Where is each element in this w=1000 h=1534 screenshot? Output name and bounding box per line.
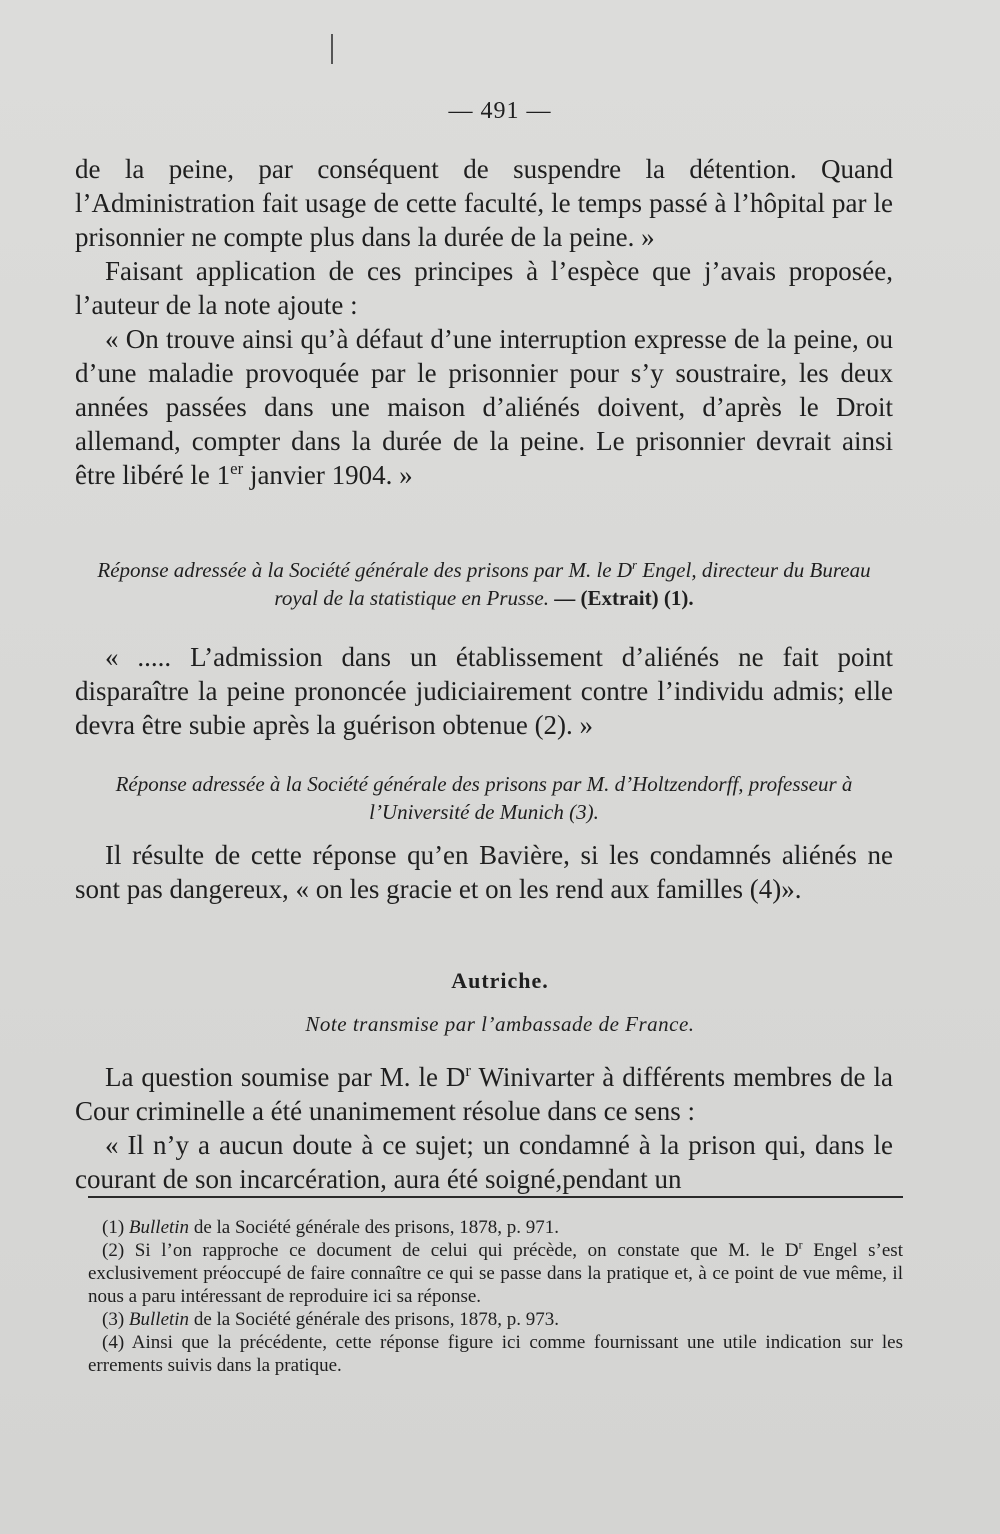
section-title: Autriche. <box>451 968 549 993</box>
paragraph-3 <box>75 322 893 492</box>
heading-engel-extract: — (Extrait) (1). <box>548 586 694 610</box>
heading-engel-text: Réponse adressée à la Société générale des prisons par M. le D <box>97 558 633 582</box>
footnote-4: (4) Ainsi que la précédente, cette réponse figure ici comme fournissant une utile indication sur les errements suivis dans la pratique. <box>88 1332 903 1376</box>
paragraph-6 <box>75 1060 893 1128</box>
paragraph-3-text: « On trouve ainsi qu’à défaut d’une interruption expresse de la peine, ou d’une maladie provoquée par le prisonnier pour s’y soustraire, les deux années passées dans une maison d’aliénés doivent, d’après le Droit allemand, compter dans la durée de la peine. Le prisonnier devrait ainsi être libéré le 1 <box>75 324 893 490</box>
paragraph-6-sup: r <box>465 1061 471 1080</box>
paragraph-3-sup: er <box>230 459 244 478</box>
footnote-1 <box>88 1216 903 1239</box>
paragraph-7: « Il n’y a aucun doute à ce sujet; un condamné à la prison qui, dans le courant de son incarcération, aura été soigné,pendant un <box>75 1130 893 1194</box>
heading-holtzendorff: Réponse adressée à la Société générale des prisons par M. d’Holtzendorff, professeur à l’Université de Munich (3). <box>115 772 853 824</box>
footnote-divider <box>88 1196 903 1198</box>
footnote-1-text: de la Société générale des prisons, 1878, p. 971. <box>189 1217 559 1238</box>
footnote-3 <box>88 1308 903 1331</box>
body-block-2 <box>75 640 893 742</box>
footnote-2-text: (2) Si l’on rapproche ce document de celui qui précède, on constate que M. le D <box>102 1240 799 1261</box>
footnote-1-num: (1) <box>102 1217 129 1238</box>
footnote-3-num: (3) <box>102 1309 129 1330</box>
section-subtitle: Note transmise par l’ambassade de France. <box>305 1012 695 1036</box>
heading-engel <box>75 556 893 612</box>
paragraph-6-end: Winivarter à différents membres de la Cour criminelle a été unanimement résolue dans ce sens : <box>75 1062 893 1126</box>
paragraph-2: Faisant application de ces principes à l’espèce que j’avais proposée, l’auteur de la note ajoute : <box>75 256 893 320</box>
margin-mark <box>331 34 333 64</box>
footnote-2-end: Engel s’est exclusivement préoccupé de faire connaître ce qui se passe dans la pratique et, à ce point de vue même, il nous a paru intéressant de reproduire ici sa réponse. <box>88 1240 903 1307</box>
footnote-3-text: de la Société générale des prisons, 1878, p. 973. <box>189 1309 559 1330</box>
footnotes <box>88 1216 903 1377</box>
body-block-3 <box>75 838 893 906</box>
paragraph-5: Il résulte de cette réponse qu’en Bavière, si les condamnés aliénés ne sont pas dangereux, « on les gracie et on les rend aux familles (4)». <box>75 840 893 904</box>
heading-engel-sup: r <box>632 557 638 572</box>
paragraph-4: « ..... L’admission dans un établissement d’aliénés ne fait point disparaître la peine prononcée judiciairement contre l’individu admis; elle devra être subie après la guérison obtenue (2). » <box>75 642 893 740</box>
footnote-3-title: Bulletin <box>128 1309 190 1330</box>
paragraph-3-end: janvier 1904. » <box>243 460 413 490</box>
body-block-4 <box>75 1060 893 1196</box>
page-number: — 491 — <box>448 98 552 124</box>
heading-engel-text-2: Engel, directeur du Bureau royal de la statistique en Prusse. <box>274 558 871 610</box>
paragraph-6-text: La question soumise par M. le D <box>105 1062 466 1092</box>
footnote-1-title: Bulletin <box>128 1217 190 1238</box>
footnote-2-sup: r <box>798 1238 803 1252</box>
paragraph-1: de la peine, par conséquent de suspendre la détention. Quand l’Administration fait usage de cette faculté, le temps passé à l’hôpital par le prisonnier ne compte plus dans la durée de la peine. » <box>75 154 893 252</box>
body-block-1 <box>75 152 893 492</box>
footnote-2 <box>88 1239 903 1308</box>
